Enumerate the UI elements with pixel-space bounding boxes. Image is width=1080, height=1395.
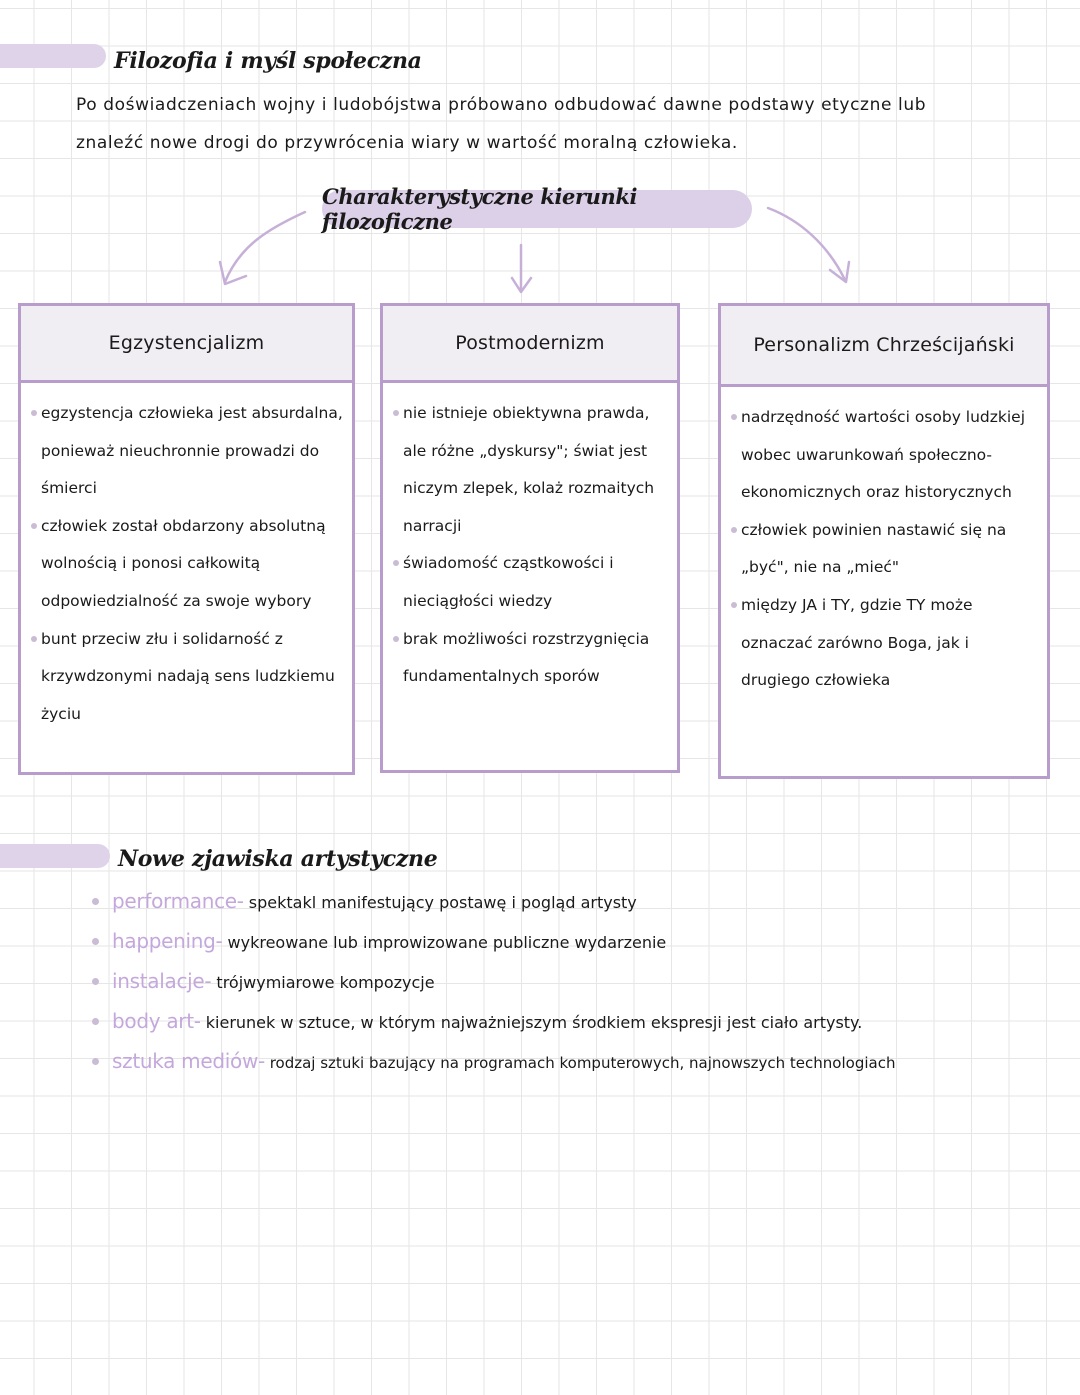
- arrows-diagram: [0, 0, 1080, 300]
- directions-title: Charakterystyczne kierunki filozoficzne: [322, 184, 638, 234]
- list-item: [92, 882, 1052, 922]
- directions-title-pill: [322, 184, 752, 234]
- art-description: wykreowane lub improwizowane publiczne wydarzenie: [222, 933, 667, 952]
- column-title: Postmodernizm: [383, 306, 677, 383]
- art-term: happening-: [112, 929, 223, 953]
- art-description: trójwymiarowe kompozycje: [211, 973, 435, 992]
- art-term: sztuka mediów-: [112, 1049, 265, 1073]
- section-title-philosophy: Filozofia i myśl społeczna: [114, 48, 422, 74]
- heading-highlight: [0, 844, 110, 868]
- column-postmodernizm: [380, 303, 680, 773]
- column-title: Personalizm Chrześcijański: [721, 306, 1047, 387]
- art-description: spektakl manifestujący postawę i pogląd artysty: [243, 893, 637, 912]
- column-point: między JA i TY, gdzie TY może oznaczać zarówno Boga, jak i drugiego człowieka: [741, 587, 1039, 700]
- arrow-right: [768, 208, 845, 280]
- column-point: egzystencja człowieka jest absurdalna, ponieważ nieuchronnie prowadzi do śmierci: [41, 395, 344, 508]
- column-personalizm: [718, 303, 1050, 779]
- section-title-art: Nowe zjawiska artystyczne: [118, 846, 438, 872]
- list-item: [92, 922, 1052, 962]
- art-term: performance-: [112, 889, 244, 913]
- column-point: nadrzędność wartości osoby ludzkiej wobec uwarunkowań społeczno-ekonomicznych oraz historycznych: [741, 399, 1039, 512]
- list-item: [92, 962, 1052, 1002]
- column-point: brak możliwości rozstrzygnięcia fundamentalnych sporów: [403, 621, 669, 696]
- art-term: body art-: [112, 1009, 201, 1033]
- column-egzystencjalizm: [18, 303, 355, 775]
- art-description: kierunek w sztuce, w którym najważniejszym środkiem ekspresji jest ciało artysty.: [200, 1013, 863, 1032]
- list-item: [92, 1002, 1052, 1042]
- list-item: [92, 1042, 1052, 1082]
- column-point: nie istnieje obiektywna prawda, ale różne „dyskursy"; świat jest niczym zlepek, kolaż rozmaitych narracji: [403, 395, 669, 545]
- column-title: Egzystencjalizm: [21, 306, 352, 383]
- column-point: świadomość cząstkowości i nieciągłości wiedzy: [403, 545, 669, 620]
- art-phenomena-list: [92, 882, 1052, 1082]
- intro-paragraph: Po doświadczeniach wojny i ludobójstwa próbowano odbudować dawne podstawy etyczne lub znaleźć nowe drogi do przywrócenia wiary w wartość moralną człowieka.: [76, 95, 927, 153]
- column-point: człowiek powinien nastawić się na „być", nie na „mieć": [741, 512, 1039, 587]
- column-point: bunt przeciw złu i solidarność z krzywdzonymi nadają sens ludzkiemu życiu: [41, 621, 344, 734]
- art-description: rodzaj sztuki bazujący na programach komputerowych, najnowszych technologiach: [264, 1054, 896, 1072]
- arrow-left: [225, 212, 305, 282]
- art-term: instalacje-: [112, 969, 212, 993]
- column-point: człowiek został obdarzony absolutną wolnością i ponosi całkowitą odpowiedzialność za swoje wybory: [41, 508, 344, 621]
